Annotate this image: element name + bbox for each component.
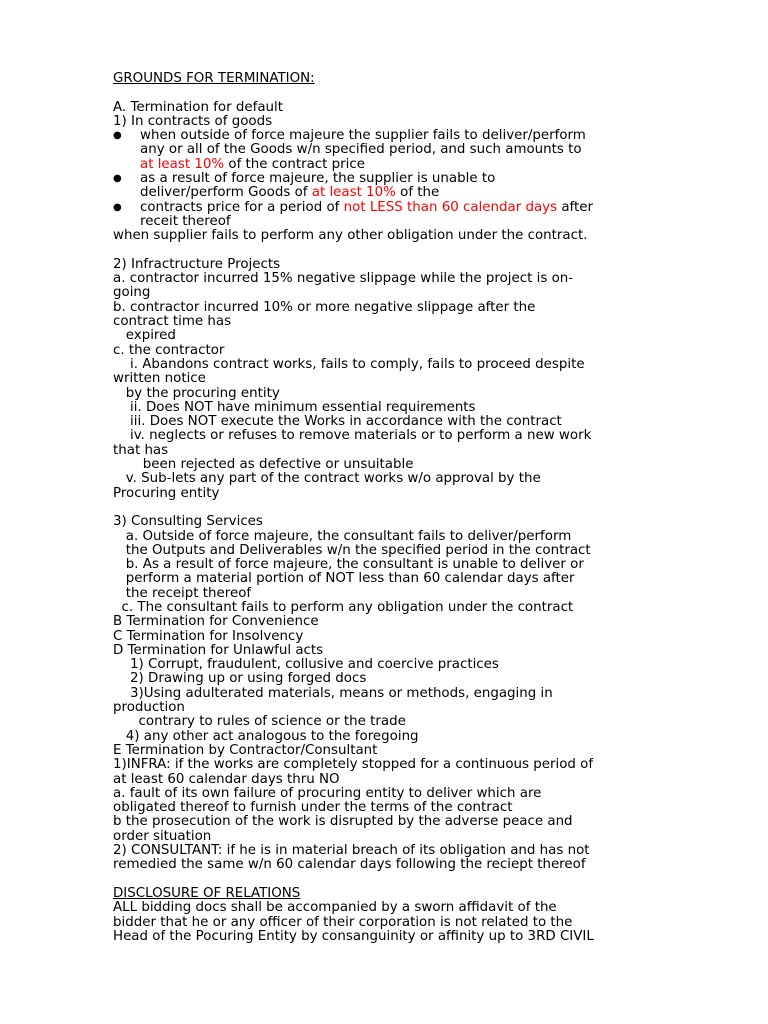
infra-section — [113, 272, 658, 501]
text-line: written notice — [113, 371, 206, 387]
text-line: a. contractor incurred 15% negative slippage while the project is on- — [113, 271, 574, 287]
text-line: 1)INFRA: if the works are completely stopped for a continuous period of — [113, 757, 594, 773]
text-line: production — [113, 700, 185, 716]
text-line: been rejected as defective or unsuitable — [113, 457, 414, 473]
infra-title: 2) Infractructure Projects — [113, 256, 281, 272]
text-line: b. As a result of force majeure, the consultant is unable to deliver or — [113, 557, 584, 573]
spacer — [113, 86, 658, 100]
text-line: 4) any other act analogous to the foregoing — [113, 728, 419, 744]
text-line: iii. Does NOT execute the Works in accordance with the contract — [113, 414, 562, 430]
text-line: contract time has — [113, 314, 232, 330]
text-line: D Termination for Unlawful acts — [113, 642, 324, 658]
text-line: iv. neglects or refuses to remove materials or to perform a new work — [113, 428, 592, 444]
bullet-2-line-1: as a result of force majeure, the supplier is unable to — [140, 171, 496, 187]
text-line: 3)Using adulterated materials, means or methods, engaging in — [113, 685, 553, 701]
text-line: ii. Does NOT have minimum essential requirements — [113, 399, 476, 415]
text-span: of the — [395, 185, 440, 201]
section-a-title: A. Termination for default — [113, 99, 283, 115]
text-line: 2) CONSULTANT: if he is in material breach of its obligation and has not — [113, 843, 590, 859]
text-span: of the contract price — [224, 156, 365, 172]
bullet-1-line-1: when outside of force majeure the supplier fails to deliver/perform — [140, 128, 586, 144]
text-line: 3) Consulting Services — [113, 514, 263, 530]
bullet-icon: ● — [113, 130, 122, 142]
bullet-icon: ● — [113, 201, 122, 213]
bullet-2-line-2 — [140, 186, 658, 200]
text-line: B Termination for Convenience — [113, 614, 319, 630]
text-line: the receipt thereof — [113, 585, 252, 601]
text-span: contracts price for a period of — [140, 199, 344, 215]
text-line: going — [113, 285, 151, 301]
goods-title: 1) In contracts of goods — [113, 113, 273, 129]
text-line: the Outputs and Deliverables w/n the specified period in the contract — [113, 542, 591, 558]
highlight-text: at least 10% — [140, 156, 225, 172]
text-line: a. Outside of force majeure, the consultant fails to deliver/perform — [113, 528, 572, 544]
text-line: that has — [113, 442, 169, 458]
text-line: E Termination by Contractor/Consultant — [113, 742, 378, 758]
text-line: c. the contractor — [113, 342, 225, 358]
text-line: perform a material portion of NOT less than 60 calendar days after — [113, 571, 575, 587]
text-line: b the prosecution of the work is disrupted by the adverse peace and — [113, 814, 573, 830]
text-line: C Termination for Insolvency — [113, 628, 304, 644]
consult-and-other-sections — [113, 515, 658, 872]
text-line: Procuring entity — [113, 485, 220, 501]
disclosure-section — [113, 901, 658, 944]
bullet-item-3 — [113, 201, 658, 230]
spacer — [113, 873, 658, 887]
text-span: deliver/perform Goods of — [140, 185, 312, 201]
bullet-item-2 — [113, 172, 658, 201]
bullet-3-line-2: receit thereof — [140, 213, 231, 229]
text-line: at least 60 calendar days thru NO — [113, 771, 340, 787]
text-span: after — [557, 199, 594, 215]
text-line: c. The consultant fails to perform any obligation under the contract — [113, 599, 574, 615]
spacer — [113, 501, 658, 515]
text-line: ALL bidding docs shall be accompanied by a sworn affidavit of the — [113, 900, 557, 916]
highlight-text: not LESS than 60 calendar days — [343, 199, 558, 215]
text-line: by the procuring entity — [113, 385, 280, 401]
highlight-text: at least 10% — [311, 185, 396, 201]
text-line: expired — [113, 328, 176, 344]
goods-other-obligation: when supplier fails to perform any other obligation under the contract. — [113, 228, 588, 244]
document-body — [113, 72, 658, 944]
bullet-1-line-2: any or all of the Goods w/n specified period, and such amounts to — [140, 142, 582, 158]
text-line: contrary to rules of science or the trade — [113, 714, 406, 730]
text-line: order situation — [113, 828, 212, 844]
bullet-icon: ● — [113, 173, 122, 185]
text-line: 1) Corrupt, fraudulent, collusive and coercive practices — [113, 657, 499, 673]
heading-disclosure-of-relations: DISCLOSURE OF RELATIONS — [113, 885, 301, 901]
text-line: a. fault of its own failure of procuring entity to deliver which are — [113, 785, 542, 801]
text-line: 2) Drawing up or using forged docs — [113, 671, 367, 687]
text-line: v. Sub-lets any part of the contract works w/o approval by the — [113, 471, 541, 487]
text-line: Head of the Pocuring Entity by consanguinity or affinity up to 3RD CIVIL — [113, 928, 594, 944]
spacer — [113, 244, 658, 258]
heading-grounds-for-termination: GROUNDS FOR TERMINATION: — [113, 71, 315, 86]
text-line: obligated thereof to furnish under the terms of the contract — [113, 800, 513, 816]
text-line: b. contractor incurred 10% or more negative slippage after the — [113, 299, 536, 315]
bullet-3-line-1 — [140, 201, 658, 215]
text-line: i. Abandons contract works, fails to comply, fails to proceed despite — [113, 356, 585, 372]
text-line: remedied the same w/n 60 calendar days following the reciept thereof — [113, 857, 586, 873]
bullet-1-line-3 — [140, 158, 658, 172]
text-line: bidder that he or any officer of their corporation is not related to the — [113, 914, 573, 930]
bullet-item-1 — [113, 129, 658, 172]
